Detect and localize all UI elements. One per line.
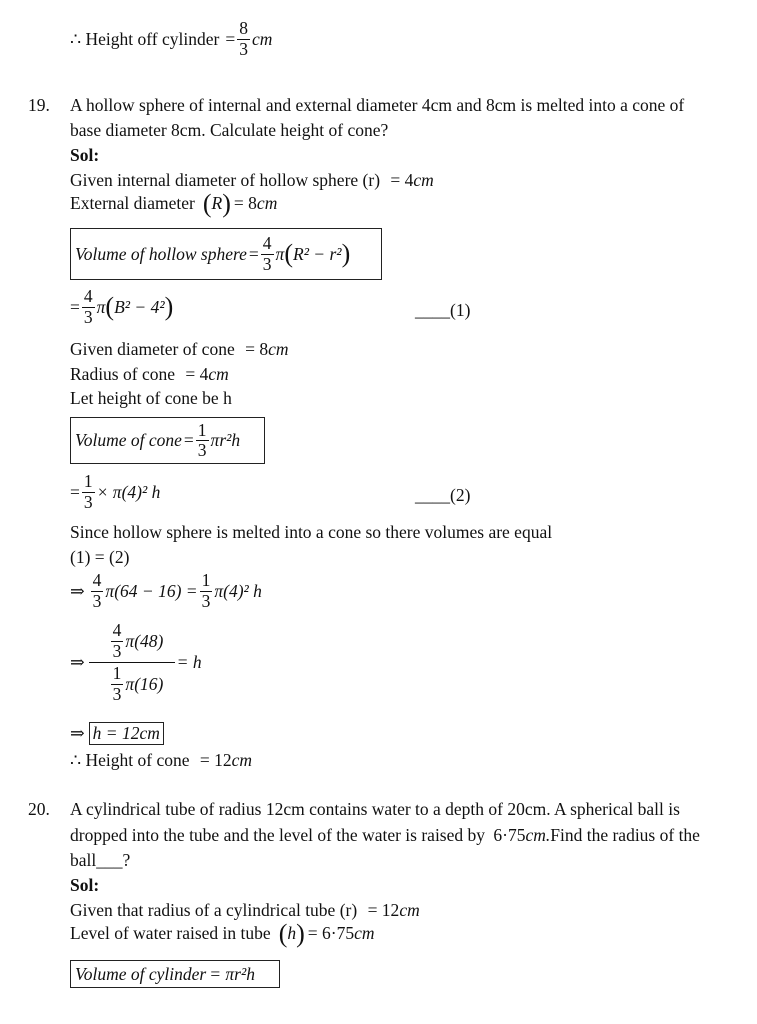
solution-heading: Sol:	[70, 875, 100, 895]
formula-box-cylinder	[70, 960, 280, 988]
given-text: Given internal diameter of hollow sphere (r)	[70, 170, 381, 190]
fraction-denominator: 3	[201, 590, 211, 611]
given-value: = 4	[185, 364, 209, 384]
answer-box: h = 12cm	[89, 722, 164, 745]
given-value: = 4	[390, 170, 414, 190]
unit: cm	[208, 364, 229, 384]
solution-heading: Sol:	[70, 145, 100, 165]
cylinder-height-label: ∴ Height off cylinder	[70, 28, 220, 49]
fraction-numerator: 4	[92, 570, 102, 590]
result-text: ∴ Height of cone	[70, 750, 190, 770]
question-20-line1: A cylindrical tube of radius 12cm contains water to a depth of 20cm. A spherical ball is	[70, 799, 680, 819]
formula-box-hollow-sphere: Volume of hollow sphere = $\frac{4}{3}$ π ( R² − r² )	[70, 228, 382, 280]
step-2-rhs: = h	[176, 652, 202, 672]
equate-statement: (1) = (2)	[70, 547, 130, 567]
fraction-1-3	[82, 473, 95, 511]
fraction-numerator: 1	[83, 471, 93, 491]
unit: cm	[231, 750, 253, 770]
result-value: = 12	[199, 750, 232, 770]
fraction-numerator: 4	[262, 233, 272, 253]
compound-fraction	[89, 622, 175, 703]
question-19-line1: A hollow sphere of internal and external diameter 4cm and 8cm is melted into a cone of	[70, 95, 685, 115]
fraction-numerator: 4	[112, 620, 122, 640]
fraction-4-3	[91, 572, 104, 610]
formula-label: Volume of cylinder	[75, 963, 207, 984]
fraction-denominator: 3	[262, 253, 272, 274]
step-2: ⇒ $\frac{4}{3}$ π(48) $\frac{1}{3}$ π(16) = h	[70, 620, 202, 704]
fraction-4-3	[261, 235, 274, 273]
given-value: = 12	[367, 900, 400, 920]
fraction-1-3	[200, 572, 213, 610]
equation-2: = $\frac{1}{3}$ × π(4)² h	[70, 471, 161, 512]
given-value: = 6·75	[307, 923, 355, 943]
unit: cm	[256, 193, 278, 213]
given-text: Radius of cone	[70, 364, 175, 384]
step-1-right: π(4)² h	[214, 580, 262, 601]
compound-bottom-text: π(16)	[125, 673, 164, 694]
given-cone-radius	[70, 364, 229, 385]
formula-box-cone: Volume of cone = $\frac{1}{3}$ πr²h	[70, 417, 265, 464]
equation-2-tag: ____(2)	[415, 485, 471, 505]
equation-1: = $\frac{4}{3}$ π ( B² − 4² )	[70, 286, 174, 327]
compound-numerator	[89, 622, 170, 662]
fraction-denominator: 3	[112, 640, 122, 661]
formula-inner: R² − r²	[293, 243, 342, 264]
unit: cm	[413, 170, 434, 190]
answer-line: ⇒ h = 12cm	[70, 722, 164, 745]
fraction-denominator: 3	[83, 306, 93, 327]
equation-inner: B² − 4²	[114, 296, 165, 317]
question-19-line2: base diameter 8cm. Calculate height of cone?	[70, 120, 389, 140]
variable: h	[287, 923, 297, 943]
compound-top-text: π(48)	[125, 630, 164, 651]
given-text: External diameter	[70, 193, 195, 213]
given-text: Given diameter of cone	[70, 339, 235, 359]
fraction-numerator: 8	[239, 18, 248, 38]
formula-rhs: πr²h	[210, 430, 241, 450]
unit: cm	[354, 923, 375, 943]
fraction-numerator: 1	[197, 419, 207, 440]
formula-label: Volume of cone	[75, 430, 182, 450]
since-statement: Since hollow sphere is melted into a cone so there volumes are equal	[70, 522, 553, 542]
unit: cm.	[525, 825, 551, 845]
fraction-8-3	[237, 20, 250, 58]
formula-label: Volume of hollow sphere	[75, 243, 247, 264]
cylinder-height-result	[70, 20, 272, 58]
equation-rhs: × π(4)² h	[96, 481, 161, 502]
given-internal-diameter	[70, 170, 434, 191]
given-external-diameter: External diameter ( R ) = 8 cm	[70, 188, 278, 218]
fraction-4-3	[82, 288, 95, 326]
fraction-denominator: 3	[92, 590, 102, 611]
fraction-numerator: 4	[83, 286, 93, 306]
fraction-denominator: 3	[83, 491, 93, 512]
given-text: Given that radius of a cylindrical tube (r)	[70, 900, 358, 920]
given-text: Level of water raised in tube	[70, 923, 271, 943]
question-19-number: 19.	[28, 95, 50, 115]
cone-height-result	[70, 750, 252, 771]
line-text: Find the radius of the	[550, 825, 700, 845]
question-20-line3: ball___?	[70, 850, 131, 870]
formula-rhs: = πr²h	[209, 963, 255, 984]
compound-denominator	[89, 663, 170, 703]
raised-value: 6·75	[493, 825, 526, 845]
fraction-denominator: 3	[239, 38, 248, 59]
fraction-1-3	[196, 419, 209, 460]
fraction-numerator: 1	[201, 570, 211, 590]
step-1-left: π(64 − 16) =	[105, 580, 198, 601]
let-height: Let height of cone be h	[70, 388, 232, 408]
question-20-number: 20.	[28, 799, 50, 819]
given-value: = 8	[245, 339, 269, 359]
given-value: = 8	[233, 193, 257, 213]
equation-1-tag: ____(1)	[415, 300, 471, 320]
question-20-line2	[70, 825, 700, 846]
unit: cm	[268, 339, 289, 359]
line-text: dropped into the tube and the level of the water is raised by	[70, 825, 486, 845]
fraction-numerator: 1	[112, 663, 122, 683]
unit: cm	[399, 900, 420, 920]
unit: cm	[251, 28, 273, 49]
equals-sign: =	[225, 28, 236, 49]
fraction-denominator: 3	[197, 440, 207, 460]
given-tube-radius	[70, 900, 420, 921]
given-water-raise: Level of water raised in tube ( h ) = 6·75 cm	[70, 918, 375, 948]
step-1: ⇒ $\frac{4}{3}$ π(64 − 16) = $\frac{1}{3}$ π(4)² h	[70, 570, 262, 611]
given-cone-diameter	[70, 339, 289, 360]
variable: R	[211, 193, 223, 213]
fraction-denominator: 3	[112, 683, 122, 704]
